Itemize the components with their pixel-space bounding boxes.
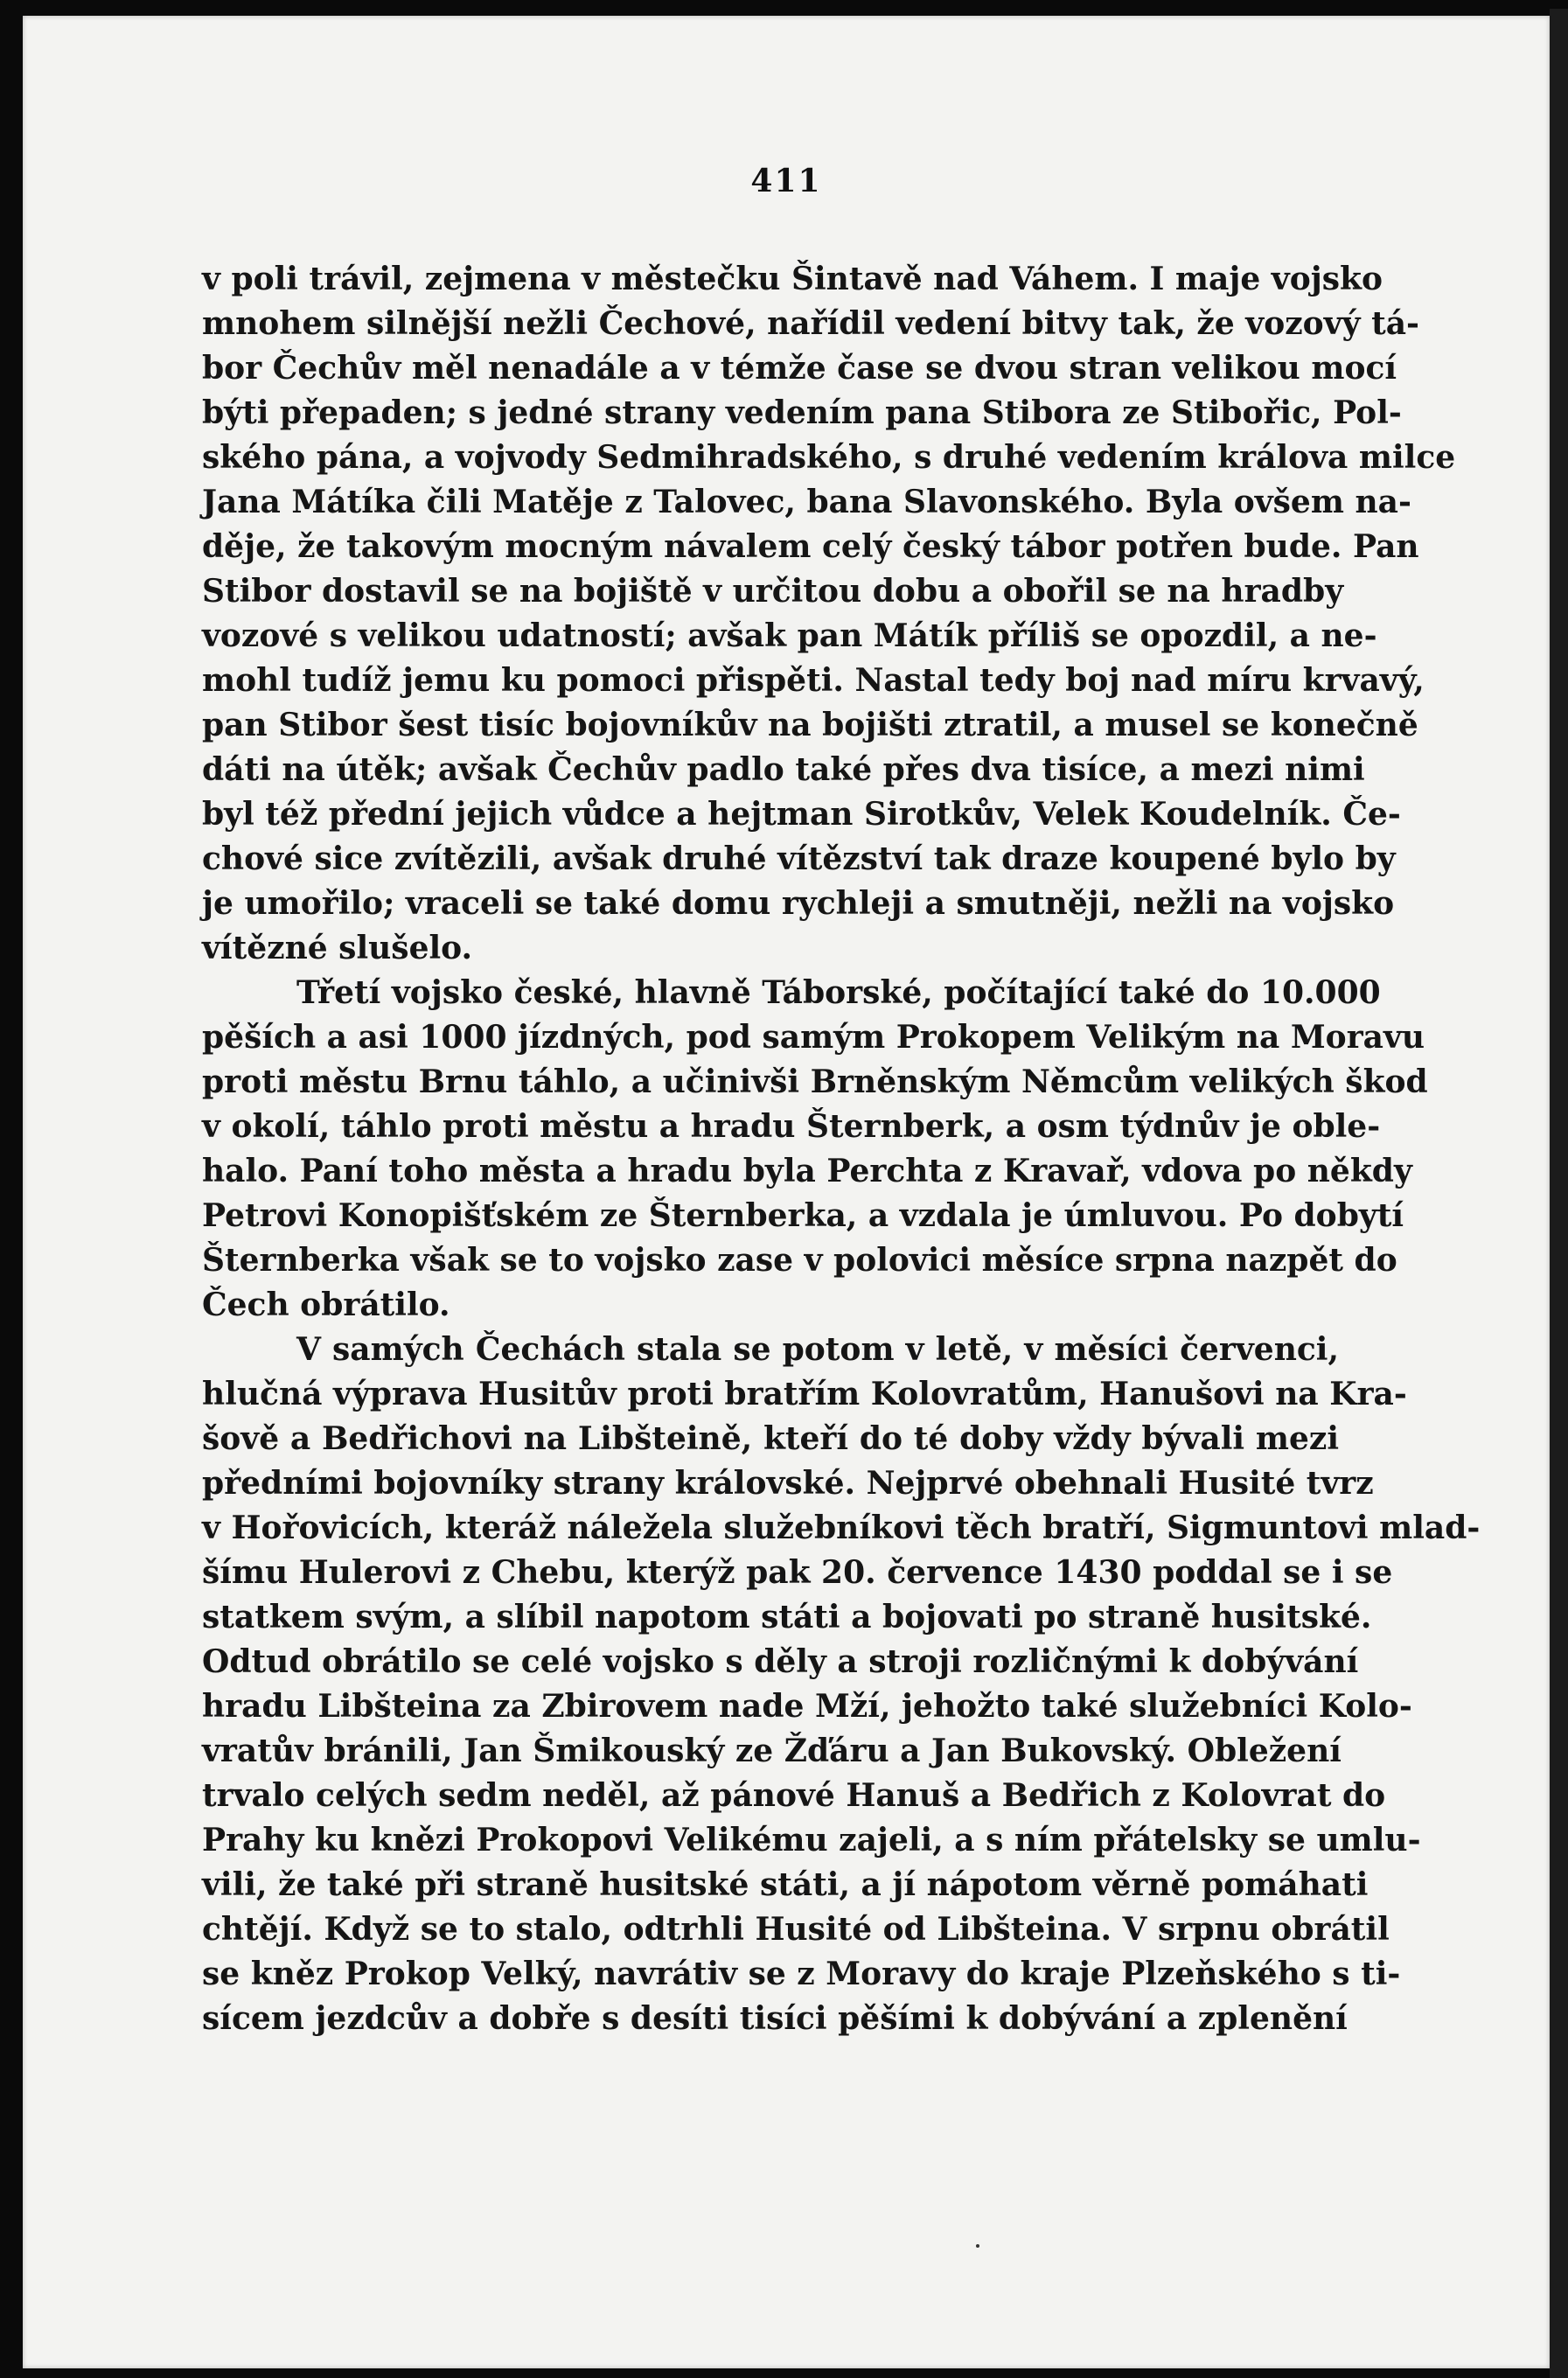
- text-line: Čech obrátilo.: [202, 1287, 450, 1323]
- text-line: ského pána, a vojvody Sedmihradského, s druhé vedením králova milce: [202, 439, 1456, 476]
- text-line: šově a Bedřichovi na Libšteině, kteří do té doby vždy bývali mezi: [202, 1420, 1339, 1457]
- text-line: vili, že také při straně husitské státi, a jí nápotom věrně pomáhati: [202, 1866, 1369, 1903]
- text-line: V samých Čechách stala se potom v letě, v měsíci červenci,: [296, 1331, 1339, 1368]
- text-line: sícem jezdcův a dobře s desíti tisíci pěšími k dobývání a zplenění: [202, 2000, 1348, 2037]
- text-line: předními bojovníky strany královské. Nejprvé obehnali Husité tvrz: [202, 1465, 1374, 1502]
- text-line: trvalo celých sedm neděl, až pánové Hanuš a Bedřich z Kolovrat do: [202, 1777, 1386, 1814]
- text-line: statkem svým, a slíbil napotom státi a bojovati po straně husitské.: [202, 1599, 1372, 1635]
- text-line: v poli trávil, zejmena v městečku Šintavě nad Váhem. I maje vojsko: [202, 261, 1383, 297]
- text-line: mnohem silnější nežli Čechové, nařídil vedení bitvy tak, že vozový tá-: [202, 305, 1419, 342]
- text-line: Odtud obrátilo se celé vojsko s děly a stroji rozličnými k dobývání: [202, 1643, 1359, 1680]
- text-line: Petrovi Konopišťském ze Šternberka, a vzdala je úmluvou. Po dobytí: [202, 1197, 1404, 1234]
- page-edge: [1550, 9, 1568, 2378]
- text-line: byl též přední jejich vůdce a hejtman Sirotkův, Velek Koudelník. Če-: [202, 796, 1401, 833]
- text-line: býti přepaden; s jedné strany vedením pana Stibora ze Stibořic, Pol-: [202, 394, 1402, 431]
- text-line: halo. Paní toho města a hradu byla Perchta z Kravař, vdova po někdy: [202, 1153, 1412, 1189]
- text-line: chtějí. Když se to stalo, odtrhli Husité od Libšteina. V srpnu obrátil: [202, 1911, 1390, 1948]
- text-line: v Hořovicích, kteráž náležela služebníkovi těch bratří, Sigmuntovi mlad-: [202, 1510, 1481, 1546]
- text-line: hlučná výprava Husitův proti bratřím Kolovratům, Hanušovi na Kra-: [202, 1376, 1407, 1412]
- text-line: šímu Hulerovi z Chebu, kterýž pak 20. července 1430 poddal se i se: [202, 1554, 1393, 1591]
- text-line: hradu Libšteina za Zbirovem nade Mží, jehožto také služebníci Kolo-: [202, 1688, 1412, 1725]
- text-line: vítězné slušelo.: [202, 930, 473, 966]
- text-line: chové sice zvítězili, avšak druhé vítězství tak draze koupené bylo by: [202, 840, 1396, 877]
- text-line: dáti na útěk; avšak Čechův padlo také přes dva tisíce, a mezi nimi: [202, 751, 1365, 788]
- page-number: 411: [750, 163, 822, 199]
- text-line: v okolí, táhlo proti městu a hradu Šternberk, a osm týdnův je oble-: [202, 1108, 1381, 1145]
- text-line: Třetí vojsko české, hlavně Táborské, počítající také do 10.000: [296, 974, 1381, 1011]
- text-line: Stibor dostavil se na bojiště v určitou dobu a obořil se na hradby: [202, 573, 1344, 610]
- text-line: Šternberka však se to vojsko zase v polovici měsíce srpna nazpět do: [202, 1242, 1397, 1279]
- text-line: Prahy ku knězi Prokopovi Velikému zajeli, a s ním přátelsky se umlu-: [202, 1822, 1421, 1858]
- text-line: pěších a asi 1000 jízdných, pod samým Prokopem Velikým na Moravu: [202, 1019, 1425, 1056]
- text-line: mohl tudíž jemu ku pomoci přispěti. Nastal tedy boj nad míru krvavý,: [202, 662, 1425, 699]
- text-line: vozové s velikou udatností; avšak pan Mátík příliš se opozdil, a ne-: [202, 617, 1377, 654]
- text-line: pan Stibor šest tisíc bojovníkův na bojišti ztratil, a musel se konečně: [202, 707, 1418, 743]
- body-text: [202, 257, 1481, 2041]
- text-line: Jana Mátíka čili Matěje z Talovec, bana Slavonského. Byla ovšem na-: [202, 484, 1411, 520]
- text-line: je umořilo; vraceli se také domu rychleji a smutněji, nežli na vojsko: [202, 885, 1395, 922]
- book-page: [23, 16, 1550, 2368]
- text-line: vratův bránili, Jan Šmikouský ze Žďáru a Jan Bukovský. Obležení: [202, 1733, 1342, 1769]
- print-speck: [976, 2244, 979, 2248]
- text-line: proti městu Brnu táhlo, a učinivši Brněnským Němcům velikých škod: [202, 1063, 1428, 1100]
- text-line: děje, že takovým mocným návalem celý český tábor potřen bude. Pan: [202, 528, 1419, 565]
- text-line: bor Čechův měl nenadále a v témže čase se dvou stran velikou mocí: [202, 350, 1397, 387]
- text-line: se kněz Prokop Velký, navrátiv se z Moravy do kraje Plzeňského s ti-: [202, 1956, 1401, 1992]
